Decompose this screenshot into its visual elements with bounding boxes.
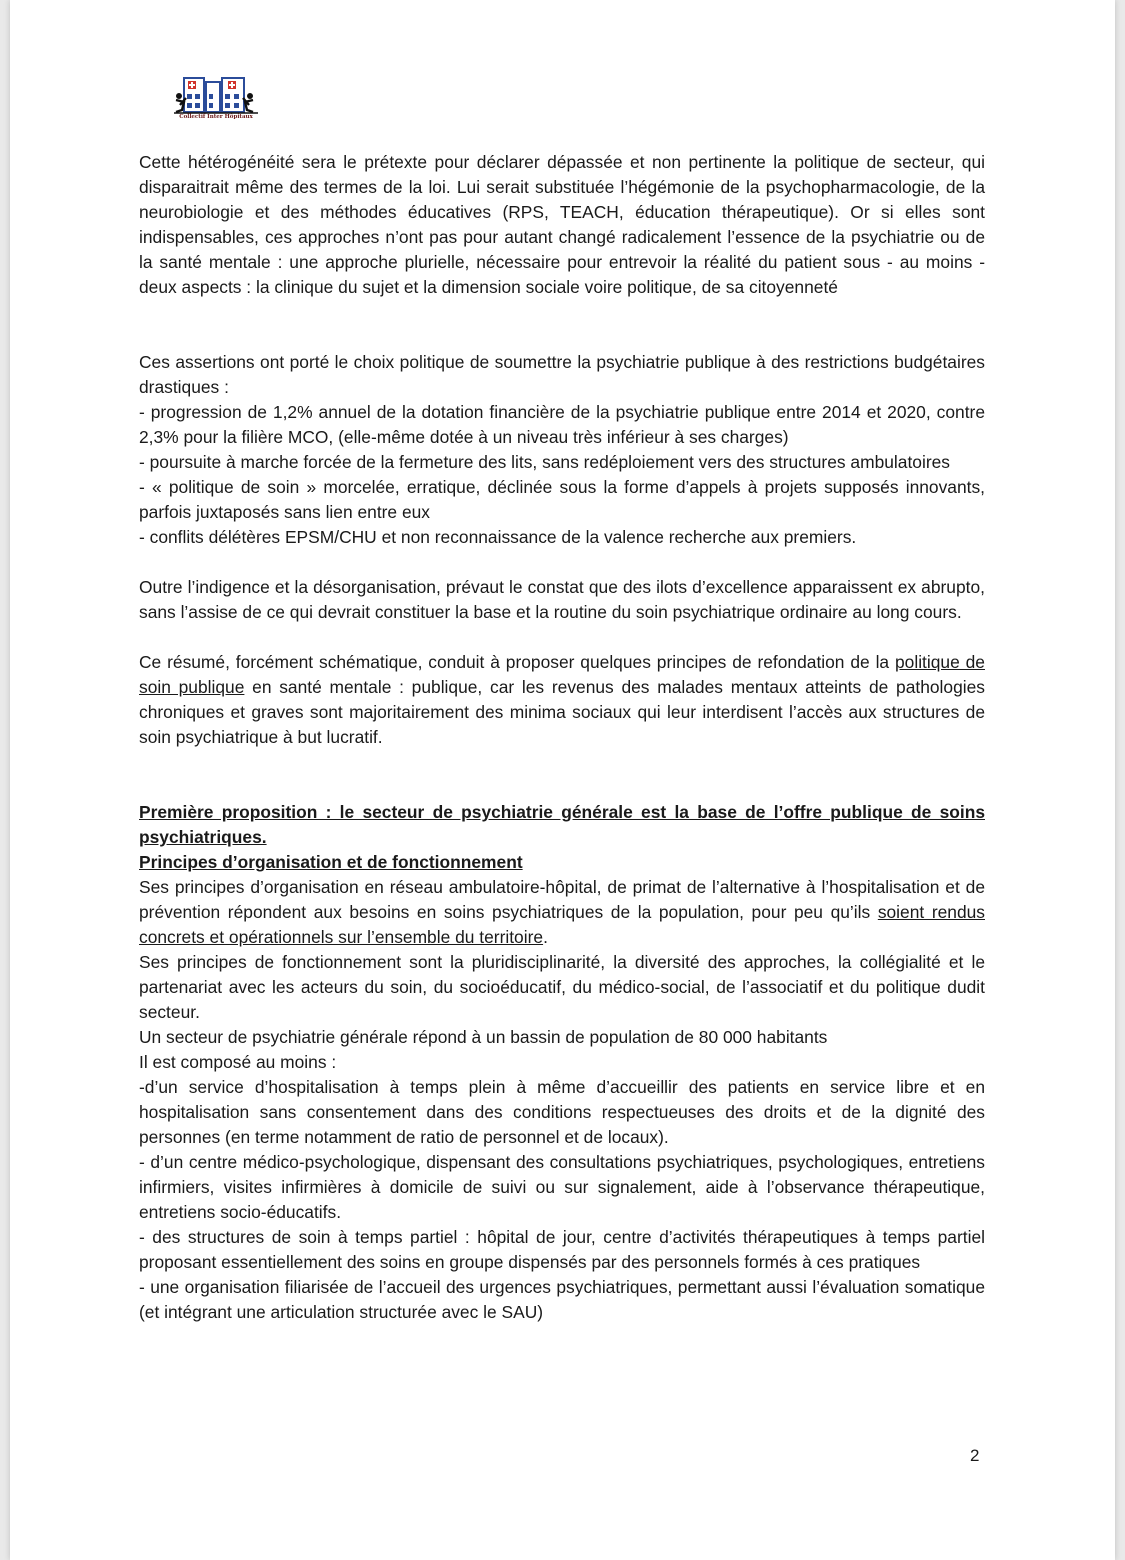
document-body [139,150,985,1325]
list-item: - d’un centre médico-psychologique, dispensant des consultations psychiatriques, psychologiques, entretiens infirmiers, visites infirmières à domicile de suivi ou sur signalement, aide à l’observance thérapeutique, entretiens socio-éducatifs. [139,1152,985,1222]
paragraph-resume [139,650,985,750]
page-number: 2 [970,1446,980,1465]
underlined-phrase: soient rendus concrets et opérationnels sur l’ensemble du territoire [139,902,985,947]
list-item: - « politique de soin » morcelée, erratique, déclinée sous la forme d’appels à projets supposés innovants, parfois juxtaposés sans lien entre eux [139,477,985,522]
paragraph-indigence: Outre l’indigence et la désorganisation, prévaut le constat que des ilots d’excellence apparaissent ex abrupto, sans l’assise de ce qui devrait constituer la base et la routine du soin psychiatrique ordinaire au long cours. [139,577,985,622]
paragraph-organisation-end: . [543,927,548,947]
paragraph-compose: Il est composé au moins : [139,1052,337,1072]
list-item: - poursuite à marche forcée de la fermeture des lits, sans redéploiement vers des structures ambulatoires [139,452,950,472]
paragraph-organisation [139,875,985,950]
paragraph-assertions-intro: Ces assertions ont porté le choix politique de soumettre la psychiatrie publique à des restrictions budgétaires drastiques : [139,352,985,397]
logo-caption: Collectif Inter Hôpitaux [179,114,253,120]
paragraph-bassin: Un secteur de psychiatrie générale répond à un bassin de population de 80 000 habitants [139,1027,828,1047]
underlined-phrase: politique de soin publique [139,652,985,697]
paragraph-resume-start: Ce résumé, forcément schématique, conduit à proposer quelques principes de refondation de la [139,652,895,672]
list-item: - des structures de soin à temps partiel : hôpital de jour, centre d’activités thérapeutiques à temps partiel proposant essentiellement des soins en groupe dispensés par des personnels formés à ces pratiques [139,1227,985,1272]
list-item: - une organisation filiarisée de l’accueil des urgences psychiatriques, permettant aussi l’évaluation somatique (et intégrant une articulation structurée avec le SAU) [139,1277,985,1322]
hospital-logo-icon [170,72,262,132]
list-item: - conflits délétères EPSM/CHU et non reconnaissance de la valence recherche aux premiers. [139,527,857,547]
list-item: - progression de 1,2% annuel de la dotation financière de la psychiatrie publique entre 2014 et 2020, contre 2,3% pour la filière MCO, (elle-même dotée à un niveau très inférieur à ses charges) [139,402,985,447]
paragraph-heterogeneite: Cette hétérogénéité sera le prétexte pour déclarer dépassée et non pertinente la politique de secteur, qui disparaitrait même des termes de la loi. Lui serait substituée l’hégémonie de la psychopharmacologie, de la neurobiologie et des méthodes éducatives (RPS, TEACH, éducation thérapeutique). Or si elles sont indispensables, ces approches n’ont pas pour autant changé radicalement l’essence de la psychiatrie ou de la santé mentale : une approche plurielle, nécessaire pour entrevoir la réalité du patient sous - au moins - deux aspects : la clinique du sujet et la dimension sociale voire politique, de sa citoyenneté [139,152,985,297]
paragraph-fonctionnement: Ses principes de fonctionnement sont la pluridisciplinarité, la diversité des approches, la collégialité et le partenariat avec les acteurs du soin, du socioéducatif, du médico-social, de l’associatif et du politique dudit secteur. [139,952,985,1022]
organization-logo [170,72,262,132]
section-subheading: Principes d’organisation et de fonctionnement [139,852,523,872]
list-item: -d’un service d’hospitalisation à temps plein à même d’accueillir des patients en service libre et en hospitalisation sans consentement dans des conditions respectueuses des droits et de la dignité des personnes (en terme notamment de ratio de personnel et de locaux). [139,1077,985,1147]
section-heading: Première proposition : le secteur de psychiatrie générale est la base de l’offre publique de soins psychiatriques. [139,802,985,847]
paragraph-resume-end: en santé mentale : publique, car les revenus des malades mentaux atteints de pathologies chroniques et graves sont majoritairement des minima sociaux qui leur interdisent l’accès aux structures de soin psychiatrique à but lucratif. [139,677,985,747]
document-page [10,0,1115,1560]
paragraph-organisation-start: Ses principes d’organisation en réseau ambulatoire-hôpital, de primat de l’alternative à l’hospitalisation et de prévention répondent aux besoins en soins psychiatriques de la population, pour peu qu’ils [139,877,985,922]
